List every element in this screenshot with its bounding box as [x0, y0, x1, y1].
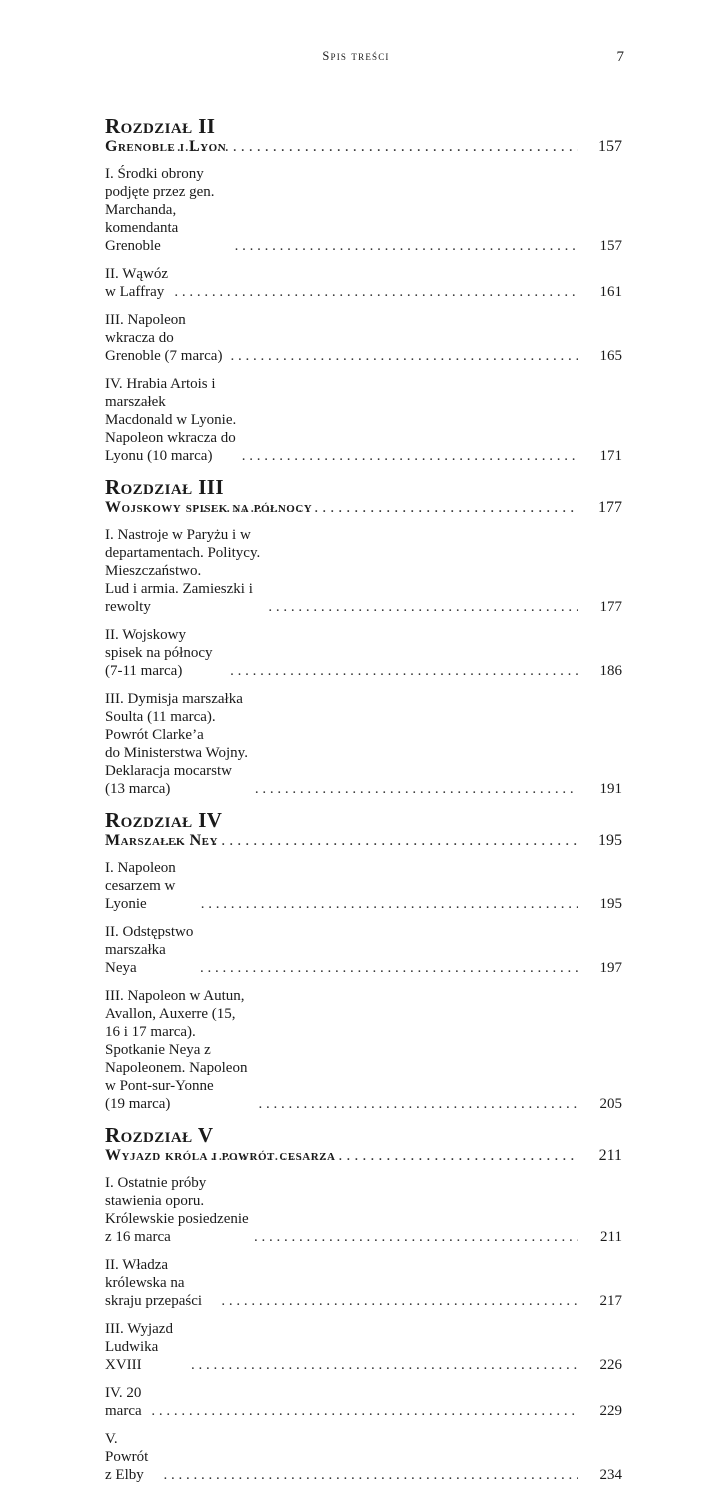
page-ref: 195 — [599, 896, 622, 912]
entry-title: II. Wąwóz w Laffray — [105, 266, 169, 300]
page-ref: 186 — [599, 663, 622, 679]
entry-title: V. Powrót z Elby — [105, 1431, 149, 1483]
running-title: Spis treści — [322, 49, 390, 63]
toc-entry[interactable] — [105, 1320, 622, 1374]
chapter-label: Rozdział IV — [105, 808, 223, 832]
dot-leader — [231, 347, 578, 365]
toc-entry[interactable] — [105, 311, 622, 365]
entry-title: IV. 20 marca — [105, 1385, 142, 1419]
dot-leader — [268, 598, 578, 616]
chapter-3 — [105, 475, 622, 798]
entry-title: II. Władza królewska na skraju przepaści — [105, 1257, 203, 1309]
chapter-subtitle: Wyjazd króla i powrót cesarza — [105, 1147, 336, 1164]
page-ref: 226 — [599, 1357, 622, 1373]
chapter-subtitle: Grenoble i Lyon — [105, 138, 227, 155]
page-ref: 165 — [599, 348, 622, 364]
dot-leader — [258, 1095, 578, 1113]
chapter-subtitle-row[interactable] — [105, 499, 622, 517]
page-ref: 211 — [598, 1147, 622, 1164]
chapter-2 — [105, 114, 622, 465]
toc-entry[interactable] — [105, 690, 622, 798]
chapter-label: Rozdział V — [105, 1123, 214, 1147]
page-ref: 234 — [599, 1467, 622, 1483]
entry-title: II. Wojskowy spisek na północy (7-11 marca) — [105, 627, 213, 679]
dot-leader — [230, 662, 578, 680]
dot-leader — [210, 1147, 578, 1165]
toc-entry[interactable] — [105, 1430, 622, 1484]
chapter-subtitle-row[interactable] — [105, 832, 622, 850]
dot-leader — [201, 895, 578, 913]
toc-entry[interactable] — [105, 165, 622, 255]
toc-entry[interactable] — [105, 859, 622, 913]
dot-leader — [254, 1228, 578, 1246]
page-ref: 195 — [598, 832, 622, 849]
page-ref: 177 — [599, 599, 622, 615]
dot-leader — [235, 237, 578, 255]
dot-leader — [165, 832, 578, 850]
chapter-label: Rozdział II — [105, 114, 216, 138]
page-ref: 229 — [599, 1403, 622, 1419]
toc-entry[interactable] — [105, 626, 622, 680]
toc-entry[interactable] — [105, 1174, 622, 1246]
toc-entry[interactable] — [105, 1384, 622, 1420]
toc-entry[interactable] — [105, 526, 622, 616]
page-ref: 217 — [599, 1293, 622, 1309]
chapter-4 — [105, 808, 622, 1113]
entry-title: I. Środki obrony podjęte przez gen. Marchanda, komendanta Grenoble — [105, 166, 215, 254]
dot-leader — [255, 780, 578, 798]
entry-title: IV. Hrabia Artois i marszałek Macdonald w Lyonie. Napoleon wkracza do Lyonu (10 marca) — [105, 376, 237, 464]
dot-leader — [164, 1466, 578, 1484]
toc-entry[interactable] — [105, 987, 622, 1113]
page-ref: 211 — [600, 1229, 622, 1245]
page-ref: 197 — [599, 960, 622, 976]
page-ref: 171 — [599, 448, 622, 464]
page-ref: 205 — [599, 1096, 622, 1112]
entry-title: III. Dymisja marszałka Soulta (11 marca). Powrót Clarke’a do Ministerstwa Wojny. Deklaracja mocarstw (13 marca) — [105, 691, 248, 797]
toc-entry[interactable] — [105, 265, 622, 301]
dot-leader — [174, 283, 578, 301]
entry-title: III. Napoleon w Autun, Avallon, Auxerre (15, 16 i 17 marca). Spotkanie Neya z Napoleonem. Napoleon w Pont-sur-Yonne (19 marca) — [105, 988, 248, 1112]
page-ref: 191 — [599, 781, 622, 797]
table-of-contents — [105, 114, 622, 1494]
entry-title: I. Napoleon cesarzem w Lyonie — [105, 860, 176, 912]
entry-title: I. Ostatnie próby stawienia oporu. Królewskie posiedzenie z 16 marca — [105, 1175, 249, 1245]
dot-leader — [242, 447, 578, 465]
dot-leader — [169, 138, 578, 156]
entry-title: II. Odstępstwo marszałka Neya — [105, 924, 194, 976]
chapter-subtitle-row[interactable] — [105, 138, 622, 156]
dot-leader — [200, 959, 578, 977]
chapter-subtitle: Wojskowy spisek na północy — [105, 499, 313, 516]
page-ref: 157 — [599, 238, 622, 254]
dot-leader — [151, 1402, 578, 1420]
page-ref: 161 — [599, 284, 622, 300]
toc-entry[interactable] — [105, 923, 622, 977]
chapter-label: Rozdział III — [105, 475, 224, 499]
chapter-subtitle-row[interactable] — [105, 1147, 622, 1165]
page-ref: 157 — [598, 138, 622, 155]
page-header — [0, 49, 712, 69]
entry-title: I. Nastroje w Paryżu i w departamentach. Politycy. Mieszczaństwo. Lud i armia. Zamieszki i rewolty — [105, 527, 261, 615]
dot-leader — [221, 1292, 578, 1310]
toc-entry[interactable] — [105, 1256, 622, 1310]
entry-title: III. Wyjazd Ludwika XVIII — [105, 1321, 173, 1373]
dot-leader — [202, 499, 578, 517]
page-ref: 177 — [598, 499, 622, 516]
chapter-5 — [105, 1123, 622, 1484]
chapter-subtitle: Marszałek Ney — [105, 832, 218, 849]
dot-leader — [191, 1356, 578, 1374]
entry-title: III. Napoleon wkracza do Grenoble (7 marca) — [105, 312, 223, 364]
page-number: 7 — [616, 49, 624, 65]
toc-entry[interactable] — [105, 375, 622, 465]
